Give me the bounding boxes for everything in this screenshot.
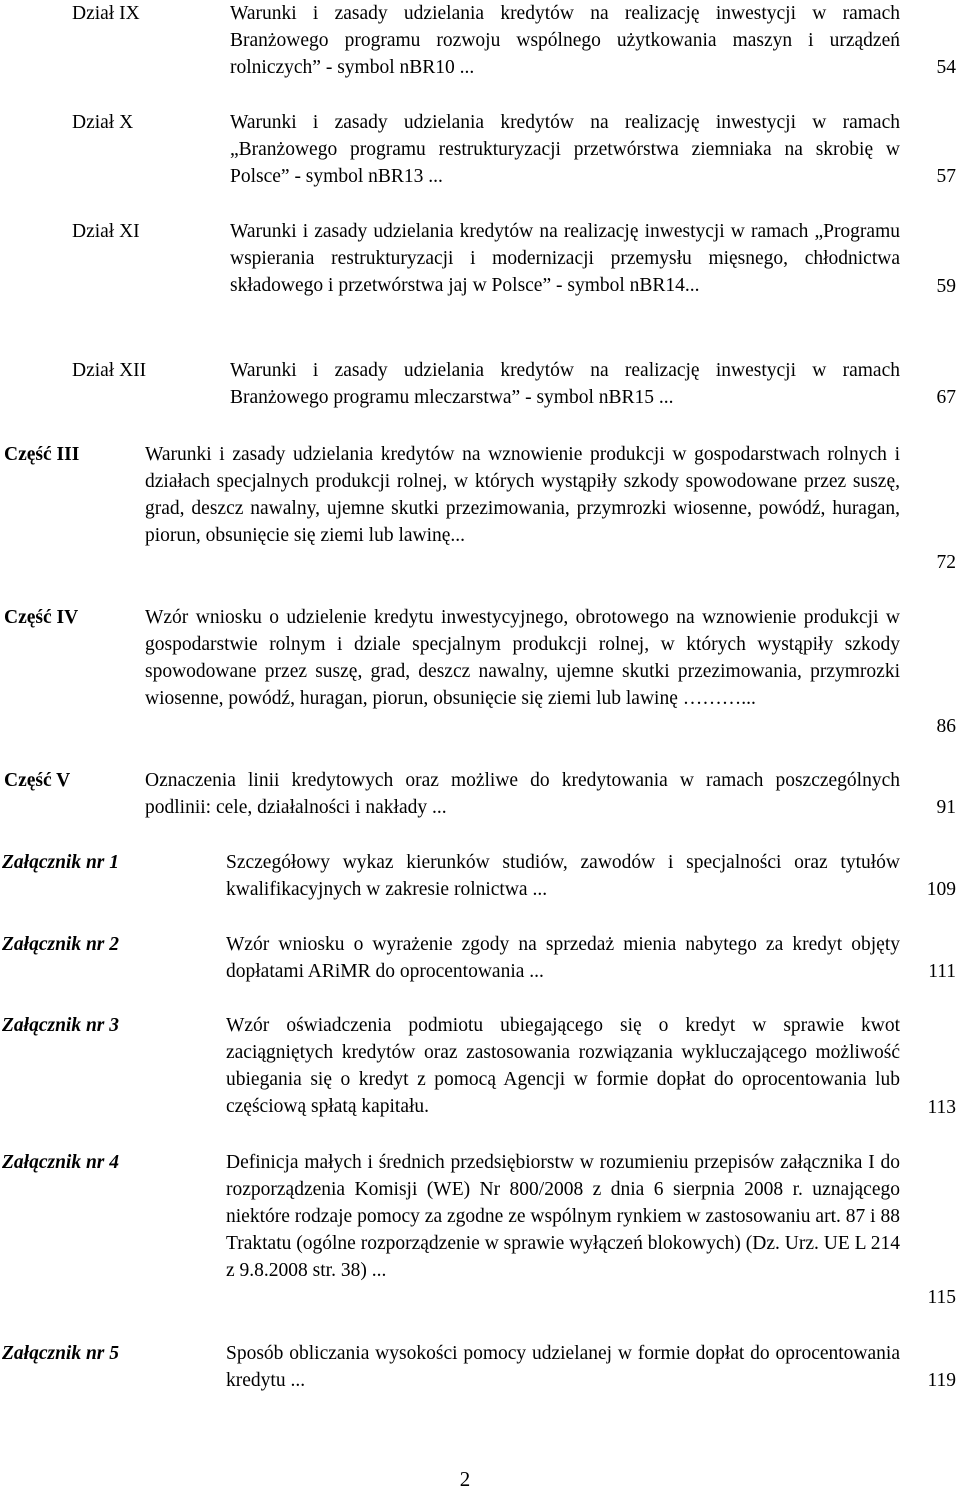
section-title: Warunki i zasady udzielania kredytów na realizację inwestycji w ramach Branżowego programu rozwoju wspólnego użytkowania maszyn i urządzeń rolniczych” - symbol nBR10 ... — [230, 3, 900, 78]
section-title: Warunki i zasady udzielania kredytów na realizację inwestycji w ramach Branżowego programu mleczarstwa” - symbol nBR15 ... — [230, 360, 900, 408]
page-number: 54 — [936, 57, 956, 78]
annex-label: Załącznik nr 3 — [2, 1015, 120, 1036]
annex-label: Załącznik nr 2 — [2, 934, 120, 955]
section-title: Warunki i zasady udzielania kredytów na realizację inwestycji w ramach „Programu wspierania restrukturyzacji i modernizacji przemysłu mięsnego, chłodnictwa składowego i przetwórstwa jaj w Polsce” - symbol nBR14... — [230, 221, 900, 296]
page-number: 115 — [927, 1287, 956, 1308]
annex-label: Załącznik nr 1 — [2, 852, 120, 873]
page-number: 111 — [928, 961, 956, 982]
section-label: Dział XII — [72, 360, 147, 381]
page-number: 119 — [927, 1370, 956, 1391]
part-title: Oznaczenia linii kredytowych oraz możliwe do kredytowania w ramach poszczególnych podlinii: cele, działalności i nakłady ... — [145, 770, 900, 818]
annex-title: Wzór oświadczenia podmiotu ubiegającego się o kredyt w sprawie kwot zaciągniętych kredytów oraz zastosowania rozwiązania wykluczającego możliwość ubiegania się o kredyt z pomocą Agencji w formie dopłat do oprocentowania lub częściową spłatą kapitału. — [226, 1015, 900, 1117]
part-label: Część III — [4, 444, 80, 465]
page-number: 113 — [927, 1097, 956, 1118]
annex-title: Wzór wniosku o wyrażenie zgody na sprzedaż mienia nabytego za kredyt objęty dopłatami ARiMR do oprocentowania ... — [226, 934, 900, 982]
section-label: Dział XI — [72, 221, 140, 242]
annex-title: Definicja małych i średnich przedsiębiorstw w rozumieniu przepisów załącznika I do rozporządzenia Komisji (WE) Nr 800/2008 z dnia 6 sierpnia 2008 r. uznającego niektóre rodzaje pomocy za zgodne ze wspólnym rynkiem w zastosowaniu art. 87 i 88 Traktatu (ogólne rozporządzenie w sprawie wyłączeń blokowych) (Dz. Urz. UE L 214 z 9.8.2008 str. 38) ... — [226, 1152, 900, 1281]
page-number: 109 — [926, 879, 956, 900]
page-number: 86 — [936, 716, 956, 737]
section-title: Warunki i zasady udzielania kredytów na realizację inwestycji w ramach „Branżowego programu restrukturyzacji przetwórstwa ziemniaka na skrobię w Polsce” - symbol nBR13 ... — [230, 112, 900, 187]
annex-label: Załącznik nr 4 — [2, 1152, 120, 1173]
annex-label: Załącznik nr 5 — [2, 1343, 120, 1364]
part-label: Część V — [4, 770, 71, 791]
section-label: Dział X — [72, 112, 134, 133]
section-label: Dział IX — [72, 3, 140, 24]
annex-title: Szczegółowy wykaz kierunków studiów, zawodów i specjalności oraz tytułów kwalifikacyjnych w zakresie rolnictwa ... — [226, 852, 900, 900]
part-label: Część IV — [4, 607, 79, 628]
page-number: 72 — [936, 552, 956, 573]
page-number: 91 — [936, 797, 956, 818]
part-title: Warunki i zasady udzielania kredytów na wznowienie produkcji w gospodarstwach rolnych i działach specjalnych produkcji rolnej, w których wystąpiły szkody spowodowane przez suszę, grad, deszcz nawalny, ujemne skutki przezimowania, przymrozki wiosenne, powódź, huragan, piorun, obsunięcie się ziemi lub lawinę... — [145, 444, 900, 546]
page-number: 59 — [936, 276, 956, 297]
page-number: 57 — [936, 166, 956, 187]
annex-title: Sposób obliczania wysokości pomocy udzielanej w formie dopłat do oprocentowania kredytu ... — [226, 1343, 900, 1391]
page-number: 67 — [936, 387, 956, 408]
page-footer-number: 2 — [459, 1467, 471, 1491]
part-title: Wzór wniosku o udzielenie kredytu inwestycyjnego, obrotowego na wznowienie produkcji w gospodarstwie rolnym i dziale specjalnym produkcji rolnej, w których wystąpiły szkody spowodowane przez suszę, grad, deszcz nawalny, ujemne skutki przezimowania, przymrozki wiosenne, powódź, huragan, piorun, obsunięcie się ziemi lub lawinę ………... — [145, 607, 900, 709]
